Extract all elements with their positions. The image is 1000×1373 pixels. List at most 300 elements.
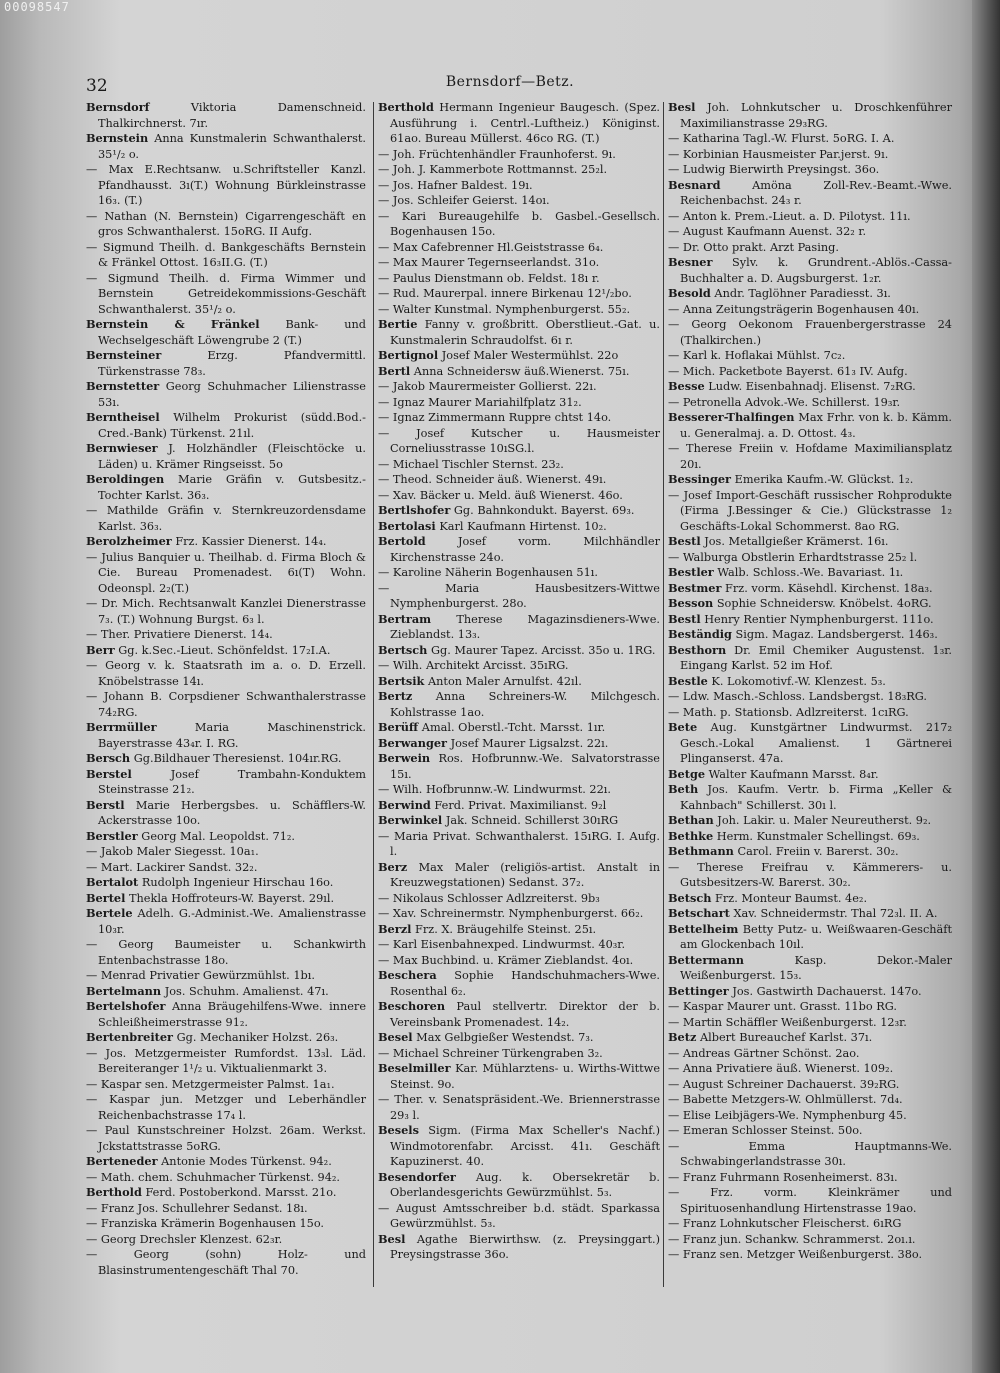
directory-entry [378,1046,660,1062]
entry-text: — Kaspar sen. Metzgermeister Palmst. 1a₁. [86,1077,335,1091]
directory-entry [668,255,952,286]
entry-text: — Georg Baumeister u. Schankwirth Entenbachstrasse 18o. [86,938,366,967]
entry-text: — Wilh. Hofbrunnw.-W. Lindwurmst. 22ı. [378,783,611,796]
directory-entry [668,891,952,907]
directory-entry [378,193,660,209]
directory-entry [378,860,660,891]
directory-entry [86,1092,366,1123]
entry-surname: Besold [668,286,711,300]
column-2 [378,100,660,1263]
entry-surname: Bestl [668,534,701,548]
directory-entry [668,705,952,721]
entry-surname: Beständig [668,627,732,641]
entry-text: Frz. vorm. Käsehdl. Kirchenst. 18a₃. [725,581,933,595]
directory-entry [86,1170,366,1186]
directory-entry [86,472,366,503]
directory-entry [668,953,952,984]
entry-text: — Katharina Tagl.-W. Flurst. 5oRG. I. A. [668,132,895,145]
directory-entry [668,410,952,441]
entry-text: — Kaspar jun. Metzger und Leberhändler Reichenbachstrasse 17₄ l. [86,1093,366,1122]
directory-entry [86,1077,366,1093]
entry-text: — Martin Schäffler Weißenburgerst. 12₃r. [668,1015,907,1029]
entry-surname: Besson [668,596,714,610]
entry-text: — Jakob Maurermeister Gollierst. 22ı. [378,380,597,393]
directory-entry [378,1201,660,1232]
directory-entry [378,240,660,256]
directory-entry [86,209,366,240]
entry-text: — Jos. Hafner Baldest. 19ı. [378,178,533,192]
entry-text: Frz. X. Bräugehilfe Steinst. 25ı. [415,922,597,936]
entry-surname: Bertolasi [378,518,436,533]
entry-surname: Bethke [668,828,714,843]
entry-text: Josef Trambahn-Konduktem Steinstrasse 21₂. [98,767,366,796]
entry-text: — Petronella Advok.-We. Schillerst. 19₃r. [668,395,901,409]
entry-text: — Ignaz Zimmermann Ruppre chtst 14o. [378,411,612,424]
directory-entry [668,1030,952,1046]
directory-entry [378,720,660,736]
entry-surname: Besserer-Thalfingen [668,410,795,424]
entry-surname: Besse [668,379,705,393]
directory-entry [86,999,366,1030]
entry-surname: Bertie [378,317,418,331]
directory-entry [378,891,660,907]
directory-entry [668,922,952,953]
entry-text: — Jos. Schleifer Geierst. 14oı. [378,194,550,207]
directory-entry [378,658,660,674]
entry-surname: Bertelshofer [86,999,166,1013]
entry-text: — Paul Kunstschreiner Holzst. 26am. Werkst. Jckstattstrasse 5oRG. [86,1124,366,1153]
directory-entry [668,767,952,783]
directory-entry [378,689,660,720]
entry-surname: Berz [378,859,408,874]
directory-entry [86,968,366,984]
entry-text: Jos. Gastwirth Dachauerst. 147o. [732,984,922,998]
directory-entry [378,364,660,380]
entry-surname: Betz [668,1030,697,1044]
directory-entry [378,736,660,752]
directory-entry [668,596,952,612]
entry-text: Max Frhr. von k. b. Kämm. u. Generalmaj. a. D. Ottost. 4₃. [680,411,952,440]
entry-text: — Julius Banquier u. Theilhab. d. Firma Bloch & Cie. Bureau Promenadest. 6ı(T) Wohn. Odeonspl. 2₂(T.) [86,550,366,595]
directory-entry [668,1015,952,1031]
entry-text: — Georg Drechsler Klenzest. 62₃r. [86,1232,283,1246]
entry-text: — Math. p. Stationsb. Adlzreiterst. 1cıRG. [668,705,909,719]
entry-surname: Berthold [86,1185,142,1199]
entry-text: — Kaspar Maurer unt. Grasst. 11bo RG. [668,1000,897,1013]
entry-surname: Besendorfer [378,1169,456,1184]
entry-text: — Nathan (N. Bernstein) Cigarrengeschäft en gros Schwanthalerst. 15oRG. II Aufg. [86,209,366,238]
entry-text: — Mart. Lackirer Sandst. 32₂. [86,860,258,874]
entry-text: Aug. k. Obersekretär b. Oberlandesgerichts Gewürzmühlst. 5₃. [390,1170,660,1199]
entry-text: — Mich. Packetbote Bayerst. 61₃ IV. Aufg. [668,364,908,378]
directory-entry [86,503,366,534]
directory-entry [378,565,660,581]
directory-entry [86,1232,366,1248]
directory-entry [668,720,952,767]
entry-text: — Josef Kutscher u. Hausmeister Corneliusstrasse 10ıSG.l. [378,426,660,455]
directory-entry [378,798,660,814]
directory-entry [86,643,366,659]
directory-entry [378,999,660,1030]
directory-entry [86,1154,366,1170]
entry-text: — Maria Hausbesitzers-Wittwe Nymphenburgerst. 28o. [378,581,660,610]
entry-text: — Anna Privatiere äuß. Wienerst. 109₂. [668,1062,894,1075]
entry-text: — Paulus Dienstmann ob. Feldst. 18ı r. [378,271,600,285]
directory-entry [668,472,952,488]
directory-entry [86,534,366,550]
directory-entry [668,100,952,131]
entry-text: Carol. Freiin v. Barerst. 30₂. [737,845,899,858]
directory-entry [86,798,366,829]
entry-text: Viktoria Damenschneid. Thalkirchnerst. 7ır. [98,101,366,130]
entry-text: Sigm. (Firma Max Scheller's Nachf.) Windmotorenfabr. Arcisst. 41ı. Geschäft Kapuzinerst. 40. [390,1124,660,1168]
directory-entry [86,379,366,410]
directory-entry [378,534,660,565]
entry-text: Anna Bräugehilfens-Wwe. innere Schleißheimerstrasse 91₂. [98,1000,367,1029]
entry-surname: Bersch [86,751,131,765]
entry-text: Anna Schreiners-W. Milchgesch. Kohlstrasse 1ao. [390,690,660,719]
entry-text: — Sigmund Theilh. d. Bankgeschäfts Bernstein & Fränkel Ottost. 16₃II.G. (T.) [86,240,366,269]
entry-text: — Franz jun. Schankw. Schrammerst. 2oı.ı. [668,1232,916,1246]
directory-entry [378,937,660,953]
entry-text: Jak. Schneid. Schillerst 30ıRG [445,814,619,827]
entry-text: Adelh. G.-Administ.-We. Amalienstrasse 10₃r. [98,907,367,936]
directory-entry [668,488,952,535]
column-1 [86,100,366,1278]
directory-entry [378,426,660,457]
entry-text: — Maria Privat. Schwanthalerst. 15ıRG. I. Aufg. l. [378,829,660,858]
directory-entry [378,674,660,690]
directory-entry [668,844,952,860]
entry-text: — Michael Schreiner Türkengraben 3₂. [378,1046,603,1060]
entry-surname: Betschart [668,906,730,920]
directory-entry [86,1030,366,1046]
entry-text: Gg. Bahnkondukt. Bayerst. 69₃. [453,504,635,517]
entry-surname: Besthorn [668,642,727,657]
entry-text: — Emeran Schlosser Steinst. 50o. [668,1124,863,1137]
directory-entry [378,519,660,535]
entry-text: — Karoline Näherin Bogenhausen 51ı. [378,566,599,579]
entry-text: Marie Herbergsbes. u. Schäfflers-W. Ackerstrasse 10o. [98,798,367,827]
column-rule-2 [663,102,664,1287]
directory-entry [378,255,660,271]
entry-text: — Franz Fuhrmann Rosenheimerst. 83ı. [668,1170,898,1184]
entry-text: Henry Rentier Nymphenburgerst. 111o. [704,612,934,626]
entry-surname: Bettinger [668,983,729,998]
entry-text: Maria Maschinenstrick. Bayerstrasse 43₄r. I. RG. [98,721,366,750]
entry-text: Georg Mal. Leopoldst. 71₂. [141,829,296,843]
directory-entry [86,720,366,751]
entry-surname: Berntheisel [86,410,160,424]
entry-surname: Bertl [378,363,411,378]
entry-text: Thekla Hoffroteurs-W. Bayerst. 29ıl. [128,891,335,905]
directory-entry [378,395,660,411]
entry-text: Walter Kaufmann Marsst. 8₄r. [708,767,879,781]
entry-text: J. Holzhändler (Fleischtöcke u. Läden) u. Krämer Ringseisst. 5o [98,442,367,471]
entry-surname: Beth [668,782,699,796]
directory-entry [668,147,952,163]
page-edge-shadow [972,0,1000,1373]
directory-entry [378,503,660,519]
entry-surname: Bertsik [378,673,425,688]
entry-text: Fanny v. großbritt. Oberstlieut.-Gat. u. Kunstmalerin Schraudolfst. 6ı r. [390,318,660,347]
entry-text: Max Maler (religiös-artist. Anstalt in Kreuzwegstationen) Sedanst. 37₂. [390,860,661,889]
entry-text: Sophie Schneidersw. Knöbelst. 4oRG. [716,597,932,610]
entry-surname: Berrmüller [86,720,157,734]
directory-entry [378,100,660,147]
entry-surname: Berwein [378,751,431,765]
entry-text: Jos. Kaufm. Vertr. b. Firma „Keller & Kahnbach" Schillerst. 30ı l. [680,783,952,812]
entry-text: Anna Kunstmalerin Schwanthalerst. 35¹/₂ o. [98,132,366,161]
entry-text: Anna Schneidersw äuß.Wienerst. 75ı. [413,364,630,378]
entry-text: Jos. Metallgießer Krämerst. 16ı. [704,535,889,548]
entry-text: Andr. Taglöhner Paradiesst. 3ı. [714,287,891,300]
entry-surname: Berteneder [86,1154,158,1168]
entry-text: Sylv. k. Grundrent.-Ablös.-Cassa-Buchhalter a. D. Augsburgerst. 1₂r. [680,256,952,285]
entry-text: — Xav. Bäcker u. Meld. äuß Wienerst. 46o. [378,488,623,502]
directory-entry [378,457,660,473]
directory-entry [668,364,952,380]
directory-entry [668,860,952,891]
directory-entry [378,968,660,999]
directory-entry [668,441,952,472]
directory-entry [668,999,952,1015]
entry-text: Karl Kaufmann Hirtenst. 10₂. [439,519,607,533]
entry-text: Frz. Monteur Baumst. 4e₂. [715,891,868,905]
entry-text: — Joh. Früchtenhändler Fraunhoferst. 9ı. [378,147,616,161]
entry-text: — Xav. Schreinermstr. Nymphenburgerst. 66₂. [378,907,644,920]
directory-entry [668,906,952,922]
directory-entry [668,1046,952,1062]
entry-text: Josef Maurer Ligsalzst. 22ı. [450,736,609,750]
directory-entry [86,410,366,441]
directory-entry [668,813,952,829]
entry-text: — Ther. v. Senatspräsident.-We. Briennerstrasse 29₃ l. [378,1093,660,1122]
directory-entry [668,224,952,240]
entry-text: Sophie Handschuhmachers-Wwe. Rosenthal 6₂. [390,969,661,998]
directory-entry [86,1201,366,1217]
directory-entry [86,1123,366,1154]
entry-text: — Joh. J. Kammerbote Rottmannst. 25₂l. [378,163,608,176]
entry-surname: Bertlshofer [378,503,451,517]
entry-surname: Bertignol [378,348,439,362]
entry-text: — Ther. Privatiere Dienerst. 14₄. [86,628,273,641]
entry-text: Joh. Lohnkutscher u. Droschkenführer Maximilianstrasse 29₃RG. [680,101,952,130]
entry-text: — Babette Metzgers-W. Ohlmüllerst. 7d₄. [668,1093,903,1106]
entry-surname: Bestmer [668,580,722,595]
directory-entry [668,689,952,705]
directory-entry [378,379,660,395]
entry-surname: Bertsch [378,642,428,657]
column-rule-1 [373,102,374,1287]
directory-entry [668,627,952,643]
entry-surname: Besner [668,255,713,269]
directory-entry [86,100,366,131]
directory-entry [668,1170,952,1186]
entry-text: Agathe Bierwirthsw. (z. Preysinggart.) Preysingstrasse 36o. [390,1232,660,1261]
entry-text: Sigm. Magaz. Landsbergerst. 146₃. [735,628,938,641]
directory-entry [668,1092,952,1108]
directory-entry [378,751,660,782]
directory-entry [86,829,366,845]
entry-surname: Besel [378,1030,413,1044]
directory-entry [668,240,952,256]
directory-entry [668,379,952,395]
page-number: 32 [86,76,108,96]
entry-text: Erzg. Pfandvermittl. Türkenstrasse 78₃. [98,349,366,378]
directory-entry [378,209,660,240]
entry-text: — Georg v. k. Staatsrath im a. o. D. Erzell. Knöbelstrasse 14ı. [86,659,366,688]
entry-text: Paul stellvertr. Direktor der b. Vereinsbank Promenadest. 14₂. [390,1000,660,1029]
directory-entry [86,131,366,162]
directory-entry [668,348,952,364]
directory-entry [378,472,660,488]
directory-entry [86,751,366,767]
entry-surname: Berr [86,642,115,657]
entry-text: — Kari Bureaugehilfe b. Gasbel.-Gesellsch. Bogenhausen 15o. [378,209,660,238]
entry-text: Xav. Schneidermstr. Thal 72₃l. II. A. [733,907,938,920]
directory-entry [668,1247,952,1263]
entry-text: Betty Putz- u. Weißwaaren-Geschäft am Glockenbach 10ıl. [680,922,952,951]
directory-entry [86,844,366,860]
directory-entry [86,240,366,271]
directory-entry [378,302,660,318]
entry-surname: Betsch [668,890,712,905]
directory-entry [378,643,660,659]
directory-entry [668,1185,952,1216]
directory-entry [378,1092,660,1123]
entry-text: — Franz Jos. Schullehrer Sedanst. 18ı. [86,1201,308,1215]
directory-entry [378,348,660,364]
entry-text: Therese Magazinsdieners-Wwe. Zieblandst. 13₃. [390,612,660,641]
directory-entry [378,829,660,860]
entry-text: Max Gelbgießer Westendst. 7₃. [416,1031,594,1044]
entry-text: — Jos. Metzgermeister Rumfordst. 13₃l. Läd. Bereiteranger 1¹/₂ u. Viktualienmarkt 3. [86,1046,366,1075]
entry-surname: Bertalot [86,875,139,889]
entry-text: — Frz. vorm. Kleinkrämer und Spirituosenhandlung Hirtenstrasse 19ao. [668,1186,952,1215]
directory-entry [378,488,660,504]
directory-entry [668,1232,952,1248]
entry-surname: Berzl [378,921,412,936]
entry-text: Gg. Mechaniker Holzst. 26₃. [176,1031,339,1044]
directory-entry [378,1170,660,1201]
entry-surname: Bete [668,720,698,734]
entry-surname: Bertz [378,689,413,703]
directory-entry [86,658,366,689]
entry-text: Aug. Kunstgärtner Lindwurmst. 217₂ Gesch.-Lokal Amalienst. 1 Gärtnerei Plinganserst. 47a. [680,721,953,765]
directory-entry [378,1123,660,1170]
entry-surname: Bettermann [668,952,745,967]
entry-surname: Bertold [378,534,426,548]
entry-text: Albert Bureauchef Karlst. 37ı. [699,1031,873,1044]
entry-text: — Ldw. Masch.-Schloss. Landsbergst. 18₃RG. [668,690,928,703]
directory-entry [378,813,660,829]
entry-text: Kar. Mühlarztens- u. Wirths-Wittwe Steinst. 9o. [390,1062,661,1091]
directory-entry [668,317,952,348]
directory-entry [86,550,366,597]
entry-text: Antonie Modes Türkenst. 94₂. [161,1155,332,1168]
entry-text: — August Schreiner Dachauerst. 39₂RG. [668,1077,900,1091]
directory-entry [668,1216,952,1232]
entry-text: — Emma Hauptmanns-We. Schwabingerlandstrasse 30ı. [668,1139,952,1168]
column-3 [668,100,952,1263]
entry-text: — Max Cafebrenner Hl.Geiststrasse 6₄. [378,240,604,254]
entry-text: — Korbinian Hausmeister Par.jerst. 9ı. [668,147,889,161]
directory-entry [668,178,952,209]
entry-text: Gg. k.Sec.-Lieut. Schönfeldst. 17₂I.A. [118,643,331,657]
entry-text: Wilhelm Prokurist (südd.Bod.-Cred.-Bank) Türkenst. 21ıl. [98,411,366,440]
entry-text: — Dr. Otto prakt. Arzt Pasing. [668,240,839,254]
entry-surname: Beroldingen [86,472,165,486]
entry-surname: Beschoren [378,999,446,1013]
entry-surname: Beschera [378,968,437,982]
entry-surname: Bettelheim [668,921,739,936]
directory-entry [86,1216,366,1232]
directory-entry [86,689,366,720]
entry-text: — Mathilde Gräfin v. Sternkreuzordensdame Karlst. 36₃. [86,504,366,533]
directory-entry [86,860,366,876]
entry-text: Hermann Ingenieur Baugesch. (Spez. Ausführung i. Centrl.-Luftheiz.) Königinst. 61ao. Bureau Müllerst. 46co RG. (T.) [390,101,660,145]
directory-entry [378,922,660,938]
entry-text: — Walburga Obstlerin Erhardtstrasse 25₂ l. [668,550,918,564]
directory-entry [668,829,952,845]
entry-text: — Georg Oekonom Frauenbergerstrasse 24 (Thalkirchen.) [668,318,952,347]
directory-entry [378,953,660,969]
entry-text: — Anton k. Prem.-Lieut. a. D. Pilotyst. 11ı. [668,209,911,223]
directory-entry [86,441,366,472]
entry-text: Jos. Schuhm. Amalienst. 47ı. [164,984,329,998]
directory-entry [668,581,952,597]
directory-entry [86,348,366,379]
entry-surname: Berolzheimer [86,534,172,548]
entry-text: — Therese Freiin v. Hofdame Maximiliansplatz 20ı. [668,442,952,471]
entry-text: Anton Maler Arnulfst. 42ıl. [427,674,582,688]
entry-text: — Johann B. Corpsdiener Schwanthalerstrasse 74₂RG. [86,690,366,719]
directory-entry [378,286,660,302]
entry-text: Bank- und Wechselgeschäft Löwengrube 2 (T.) [98,318,366,347]
entry-text: Ferd. Postoberkond. Marsst. 21o. [145,1186,337,1199]
entry-text: — Anna Zeitungsträgerin Bogenhausen 40ı. [668,302,920,316]
entry-surname: Beselmiller [378,1061,451,1075]
entry-surname: Bessinger [668,472,731,486]
entry-text: — Dr. Mich. Rechtsanwalt Kanzlei Dienerstrasse 7₃. (T.) Wohnung Burgst. 6₃ l. [86,597,366,626]
entry-surname: Berüff [378,720,419,734]
entry-text: Rudolph Ingenieur Hirschau 16o. [141,876,334,889]
entry-text: — Wilh. Architekt Arcisst. 35ıRG. [378,659,569,672]
entry-text: — Therese Freifrau v. Kämmerers- u. Gutsbesitzers-W. Barerst. 30₂. [668,860,952,889]
directory-entry [668,612,952,628]
entry-text: — Michael Tischler Sternst. 23₂. [378,457,564,471]
directory-entry [86,937,366,968]
entry-text: — Franz Lohnkutscher Fleischerst. 6ıRG [668,1217,902,1230]
entry-text: K. Lokomotivf.-W. Klenzest. 5₃. [711,674,886,688]
directory-entry [668,302,952,318]
directory-entry [378,1030,660,1046]
entry-surname: Betge [668,766,706,781]
entry-surname: Bernwieser [86,441,158,455]
entry-text: — Menrad Privatier Gewürzmühlst. 1bı. [86,969,315,982]
entry-surname: Bertram [378,611,432,626]
entry-surname: Berwind [378,797,431,812]
directory-entry [378,906,660,922]
entry-text: Dr. Emil Chemiker Augustenst. 1₃r. Eingang Karlst. 52 im Hof. [680,643,952,672]
directory-entry [86,891,366,907]
directory-entry [378,1061,660,1092]
entry-text: Josef vorm. Milchhändler Kirchenstrasse 24o. [390,535,660,564]
directory-entry [668,286,952,302]
entry-text: Josef Maler Westermühlst. 22o [441,349,619,362]
directory-entry [668,1139,952,1170]
